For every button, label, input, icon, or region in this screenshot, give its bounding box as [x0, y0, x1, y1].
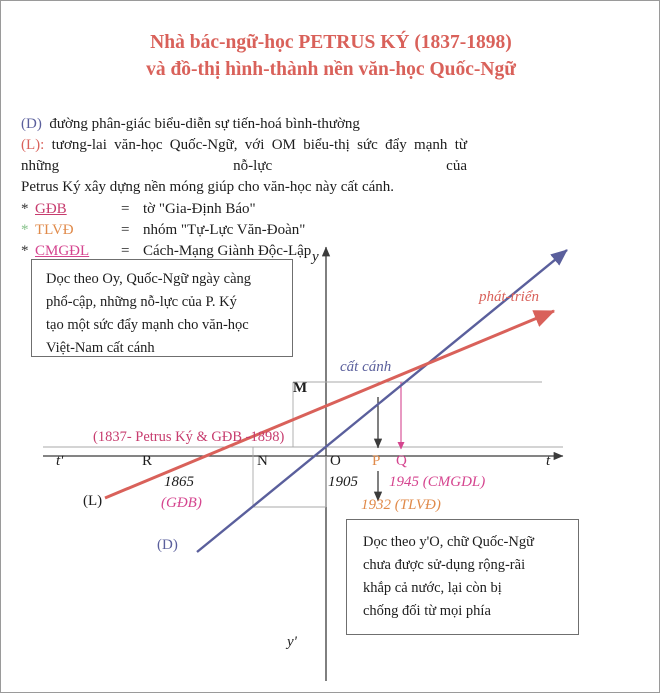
bullet-star: *: [21, 243, 29, 259]
point-label-P: P: [372, 453, 381, 469]
point-label-Q: Q: [396, 453, 407, 469]
legend-text-D: đường phân-giác biểu-diễn sự tiến-hoá bình-thường: [49, 116, 360, 132]
abbr-cmgdl: CMGĐL: [35, 243, 90, 259]
legend-tag-L: (L):: [21, 137, 45, 153]
series-label-L: (L): [83, 493, 103, 509]
textbox-yo-line-3: khắp cả nước, lại còn bị: [363, 580, 502, 596]
abbr-tlvd: TLVĐ: [35, 222, 74, 238]
textbox-yo-line-4: chống đối từ mọi phía: [363, 603, 491, 619]
annotation-gdb: (GĐB): [161, 495, 202, 511]
title-line-1: Nhà bác-ngữ-học PETRUS KÝ (1837-1898): [150, 32, 512, 53]
abbr-gdb: GĐB: [35, 201, 67, 217]
axis-label-y-prime: y': [287, 634, 297, 650]
axis-label-y: y: [312, 249, 319, 265]
textbox-oy-line-3: tạo một sức đẩy mạnh cho văn-học: [46, 317, 249, 333]
point-label-M: M: [293, 380, 308, 396]
annotation-1905: 1905: [328, 474, 358, 490]
annotation-cat-canh: cất cánh: [340, 359, 392, 375]
axis-label-t-prime: t': [56, 453, 64, 469]
textbox-along-yO: [346, 519, 579, 635]
annotation-1865: 1865: [164, 474, 194, 490]
axis-label-t: t: [546, 453, 551, 469]
textbox-along-Oy: [31, 259, 293, 357]
point-label-R: R: [142, 453, 153, 469]
equals-sign: =: [121, 222, 130, 238]
bullet-star: *: [21, 201, 29, 217]
textbox-oy-line-1: Dọc theo Oy, Quốc-Ngữ ngày càng: [46, 271, 252, 287]
meaning-gdb: tờ "Gia-Định Báo": [143, 201, 256, 217]
point-label-O: O: [330, 453, 341, 469]
textbox-oy-line-4: Việt-Nam cất cánh: [46, 340, 155, 356]
annotation-phat-trien: phát-triển: [479, 289, 539, 305]
point-label-N: N: [257, 453, 268, 469]
legend-tag-D: (D): [21, 116, 42, 132]
legend-text-L: tương-lai văn-học Quốc-Ngữ, với OM biểu-thị sức đẩy mạnh từ những nỗ-lực của: [21, 137, 467, 174]
equals-sign: =: [121, 201, 130, 217]
meaning-cmgdl: Cách-Mạng Giành Độc-Lập: [143, 243, 312, 259]
textbox-yo-line-1: Dọc theo y'O, chữ Quốc-Ngữ: [363, 534, 534, 550]
annotation-petrus-ky-gdb: (1837- Petrus Ký & GĐB -1898): [93, 429, 285, 445]
textbox-oy-line-2: phổ-cập, những nỗ-lực của P. Ký: [46, 294, 237, 310]
meaning-tlvd: nhóm "Tự-Lực Văn-Đoàn": [143, 222, 306, 238]
equals-sign: =: [121, 243, 130, 259]
annotation-1932-tlvd: 1932 (TLVĐ): [361, 497, 441, 513]
textbox-yo-line-2: chưa được sử-dụng rộng-rãi: [363, 557, 526, 573]
annotation-1945-cmgdl: 1945 (CMGDL): [389, 474, 486, 490]
bullet-star: *: [21, 222, 29, 238]
title-line-2: và đồ-thị hình-thành nền văn-học Quốc-Ngữ: [146, 59, 516, 80]
series-label-D: (D): [157, 537, 178, 553]
legend-text-L2: Petrus Ký xây dựng nền móng giúp cho văn-học này cất cánh.: [21, 179, 395, 195]
